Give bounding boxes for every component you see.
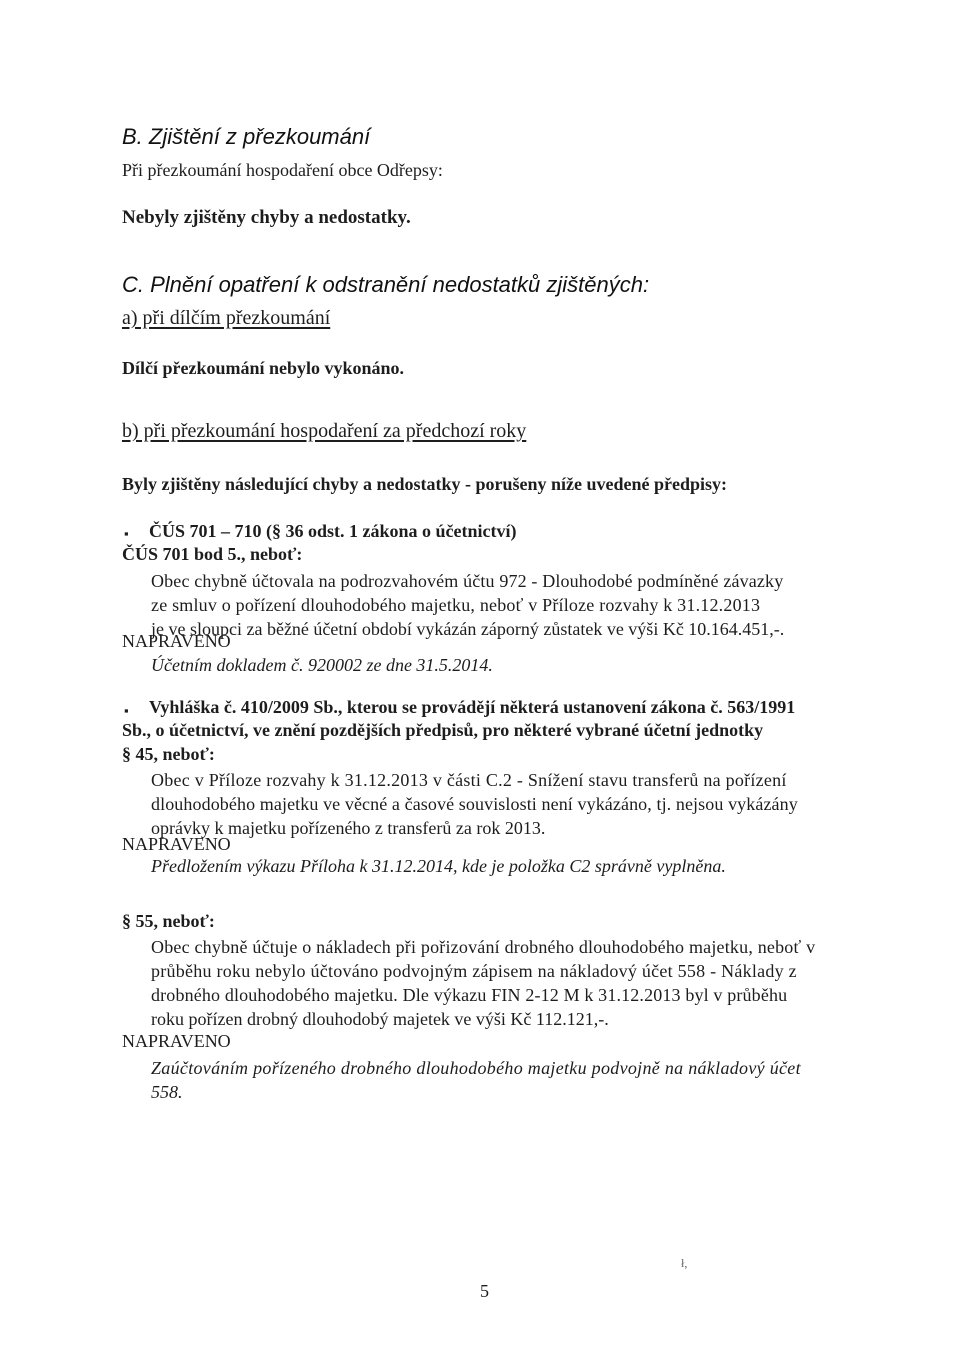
- item1-body-line: Obec chybně účtovala na podrozvahovém účtu 972 - Dlouhodobé podmíněné závazky: [151, 571, 784, 591]
- item2-body-line: dlouhodobého majetku ve věcné a časové souvislosti není vykázáno, tj. nejsou vykázány: [151, 794, 798, 814]
- item2-status: NAPRAVENO: [122, 834, 231, 854]
- item2-body-line: oprávky k majetku pořízeného z transferů za rok 2013.: [151, 818, 546, 838]
- bullet-icon: ▪: [124, 526, 129, 541]
- item2-body-line: Obec v Příloze rozvahy k 31.12.2013 v části C.2 - Snížení stavu transferů na pořízení: [151, 770, 787, 790]
- item2-body: [151, 768, 798, 840]
- section-b-line2: Nebyly zjištěny chyby a nedostatky.: [122, 207, 411, 228]
- item3-body-line: Obec chybně účtuje o nákladech při pořizování drobného dlouhodobého majetku, neboť v: [151, 937, 816, 957]
- item1-heading-line1: ČÚS 701 – 710 (§ 36 odst. 1 zákona o účetnictví): [149, 521, 517, 541]
- section-c-b-title: b) při přezkoumání hospodaření za předchozí roky: [122, 420, 527, 442]
- item1-status: NAPRAVENO: [122, 631, 231, 651]
- item3-body-line: roku pořízen drobný dlouhodobý majetek ve výši Kč 112.121,-.: [151, 1009, 609, 1029]
- item3-remedy-line: 558.: [151, 1082, 183, 1102]
- item1-remedy: Účetním dokladem č. 920002 ze dne 31.5.2014.: [151, 655, 493, 675]
- item3-remedy-line: Zaúčtováním pořízeného drobného dlouhodobého majetku podvojně na nákladový účet: [151, 1058, 801, 1078]
- item3-status: NAPRAVENO: [122, 1031, 231, 1051]
- item2-remedy: Předložením výkazu Příloha k 31.12.2014, kde je položka C2 správně vyplněna.: [151, 856, 726, 876]
- item2-heading-line3: § 45, neboť:: [122, 744, 215, 764]
- item1-body-line: je ve sloupci za běžné účetní období vykázán záporný zůstatek ve výši Kč 10.164.451,-.: [151, 619, 785, 639]
- item2-heading-line2: Sb., o účetnictví, ve znění pozdějších předpisů, pro některé vybrané účetní jednotky: [122, 720, 764, 740]
- item1-body: [151, 569, 851, 641]
- item3-heading: § 55, neboť:: [122, 911, 215, 931]
- scan-mark: ł,: [681, 1256, 688, 1270]
- item1-heading-line2: ČÚS 701 bod 5., neboť:: [122, 544, 303, 564]
- item2-heading-line1: Vyhláška č. 410/2009 Sb., kterou se provádějí některá ustanovení zákona č. 563/1991: [149, 697, 796, 717]
- section-b-line1: Při přezkoumání hospodaření obce Odřepsy:: [122, 160, 443, 180]
- item3-body: [151, 935, 815, 1031]
- item1-body-line: ze smluv o pořízení dlouhodobého majetku, neboť v Příloze rozvahy k 31.12.2013: [151, 595, 761, 615]
- item3-remedy: [151, 1056, 801, 1104]
- section-c-heading: C. Plnění opatření k odstranění nedostatků zjištěných:: [122, 272, 650, 297]
- section-c-b-intro: Byly zjištěny následující chyby a nedostatky - porušeny níže uvedené předpisy:: [122, 474, 728, 494]
- item3-body-line: průběhu roku nebylo účtováno podvojným zápisem na nákladový účet 558 - Náklady z: [151, 961, 797, 981]
- item3-body-line: drobného dlouhodobého majetku. Dle výkazu FIN 2-12 M k 31.12.2013 byl v průběhu: [151, 985, 788, 1005]
- page-number: 5: [480, 1281, 489, 1301]
- section-c-a-title: a) při dílčím přezkoumání: [122, 307, 331, 329]
- section-b-heading: B. Zjištění z přezkoumání: [122, 124, 371, 149]
- section-c-a-text: Dílčí přezkoumání nebylo vykonáno.: [122, 358, 405, 378]
- bullet-icon: ▪: [124, 703, 129, 718]
